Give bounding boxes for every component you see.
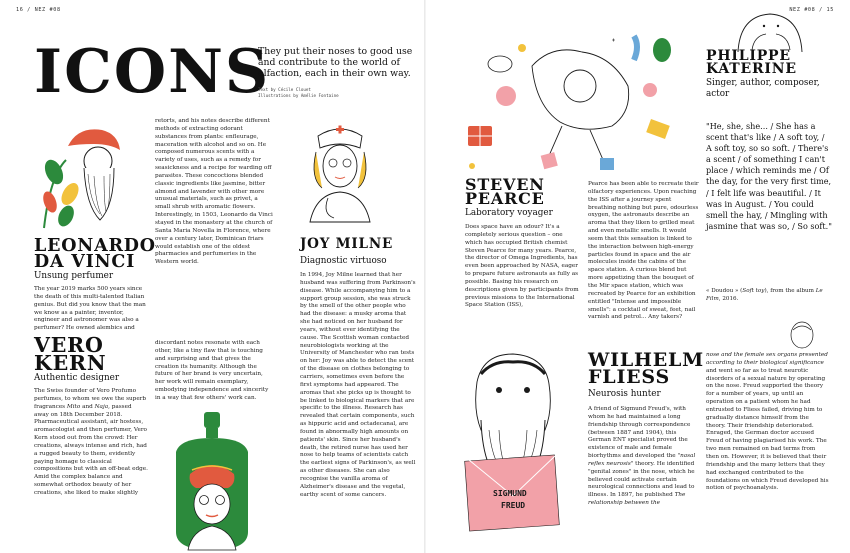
running-head-left: 16 / NEZ #08 <box>16 7 61 13</box>
leonardo-subtitle: Unsung perfumer <box>34 271 114 281</box>
steven-name: STEVEN PEARCE <box>465 175 545 209</box>
nurse-portrait-icon <box>300 118 380 223</box>
joy-name: JOY MILNE <box>300 236 394 252</box>
envelope-label-line1: SIGMUND <box>493 489 527 498</box>
philippe-portrait-icon <box>730 10 810 52</box>
vero-body-col1: The Swiss founder of Vero Profumo perfumes, to whom we owe the superb fragrances Mito and Naja, passed away on 18th December 2018. Pharmaceutical assistant, air hostess, aromacologist and then perfumer, Vero Kern stood out from the crowd: Her creations, always intense and rich, had a rugged beauty to them, evidently paying homage to classical compositions but with an off-beat edge. Amid the complex balance and somewhat orthodox beauty of her creations, she liked to make slightly <box>34 388 148 496</box>
philippe-quote: "He, she, she... / She has a scent that's like / A soft toy, / A soft toy, so so soft. / There's a scent / of something I can't place / which reminds me / Of the day, for the very first time, / I felt life was beautiful. / It was in August. / You could smell the hay, / Mingling with jasmine that was so, / So soft." <box>706 121 832 231</box>
joy-body: In 1994, Joy Milne learned that her husband was suffering from Parkinson's disease. While accompanying him to a support group session, she was struck by the smell of the other people who had the disease: a musky aroma that she had noticed on her husband for years, without ever identifying the cause. The Scottish woman contacted neurobiologists working at the University of Manchester who ran tests on her: Joy was able to detect the scent of the disease on clothes belonging to carriers, sometimes even before the first symptoms had appeared. The aromas that she picks up is thought to be linked to biological markers that are specific to the illness. Research has revealed that certain components, such as hippuric acid and octadecanal, are found in abnormally high amounts on patients' skin. Since her husband's death, the retired nurse has used her nose to help teams of scientists catch the earliest signs of Parkinson's, as well as other diseases. She can also recognise the vanilla aroma of Alzheimer's disease and the vegetal, earthy scent of some cancers. <box>300 272 416 498</box>
intro-text: They put their noses to good use and contribute to the world of olfaction, each in their own way. <box>258 46 413 80</box>
philippe-small-portrait-icon <box>785 320 819 350</box>
philippe-subtitle: Singer, author, composer, actor <box>706 78 820 99</box>
steven-subtitle: Laboratory voyager <box>465 208 553 218</box>
running-head-right: NEZ #08 / 15 <box>789 7 834 13</box>
astronaut-space-food-icon <box>462 26 690 176</box>
envelope-label-line2: FREUD <box>501 501 526 510</box>
perfume-bottle-portrait-icon <box>170 412 254 550</box>
philippe-name: PHILIPPE KATERINE <box>706 48 797 77</box>
vero-name: VERO KERN <box>34 333 107 376</box>
steven-body-col1: Does space have an odour? It's a completely serious question – one which has occupied British chemist Steven Pearce for many years. Pearce, the director of Omega Ingredients, has even been approached by NASA, eager to prepare future astronauts as fully as possible. Basing his research on descriptions given by participants from previous missions to the International Space Station (ISS), <box>465 224 579 309</box>
leonardo-name: LEONARDO DA VINCI <box>34 236 156 272</box>
wilhelm-name: WILHELM FLIESS <box>588 349 705 389</box>
illustration-credit: Illustrations by Amélie Fontaine <box>258 92 339 98</box>
leonardo-body-col1: The year 2019 marks 500 years since the death of this multi-talented Italian genius. But did you know that the man we know as a painter, inventor, engineer and astronomer was also a perfumer? He owned alembics and <box>34 286 146 332</box>
text-credit: Text by Cécile Clouet <box>258 87 311 92</box>
wilhelm-subtitle: Neurosis hunter <box>588 389 661 399</box>
credits <box>258 87 418 99</box>
steven-body-col2: Pearce has been able to recreate their olfactory experiences. Upon reaching the ISS after a journey spent breathing nothing but pure, odourless oxygen, the astronauts describe an aroma that they liken to grilled meat and even metallic smells. It would seem that this sensation is linked to the interaction between high-energy particles found in space and the air molecules inside the cabins of the space station. A curious blend but more appetizing than the bouquet of the Mir space station, which was recreated by Pearce for an exhibition entitled "Intense and impossible smells": a cocktail of sweat, feet, nail varnish and petrol... Any takers? <box>588 181 699 321</box>
leonardo-portrait-icon <box>40 116 130 234</box>
philippe-source: « Doudou » (Soft toy), from the album Le Film, 2016. <box>706 288 823 302</box>
page-gutter <box>424 0 426 553</box>
joy-subtitle: Diagnostic virtuoso <box>300 256 387 266</box>
vero-subtitle: Authentic designer <box>34 373 120 383</box>
bearded-man-envelope-icon <box>463 350 561 546</box>
wilhelm-body-col1: A friend of Sigmund Freud's, with whom he had maintained a long friendship through correspondence (between 1887 and 1904), this German ENT specialist proved the existence of male and female biorhythms and developed the "nasal reflex neurosis" theory. He identified "genital zones" in the nose, which he believed could activate certain neurological connections and lead to illness. In 1897, he published The relationship between the <box>588 406 696 507</box>
vero-body-col2: discordant notes resonate with each other, like a tiny flaw that is touching and surprising and that gives the creation its humanity. Although the future of her brand is very uncertain, her work will remain exemplary, embodying independence and sincerity in a way that few others' work can. <box>155 340 269 401</box>
leonardo-body-col2: retorts, and his notes describe different methods of extracting odorant substances from plants: enfleurage, maceration with alcohol and so on. He composed numerous scents with a variety of uses, such as a remedy for seasickness and a recipe for warding off parasites. These concoctions blended classic ingredients like jasmine, bitter almond and lavender with other more unusual materials, such as privet, a small shrub with aromatic flowers. Interestingly, in 1503, Leonardo da Vinci stayed in the monastery at the church of Santa Maria Novella in Florence, where over a century later, Dominican friars would establish one of the oldest pharmacies and perfumeries in the Western world. <box>155 118 273 266</box>
wilhelm-body-col2: nose and the female sex organs presented according to their biological significance and went so far as to treat neurotic disorders of a sexual nature by operating on the nose. Freud supported the theory for a number of years, up until an operation on a patient whom he had entrusted to Fliess failed, driving him to gradually distance himself from the theory. Their friendship deteriorated. Enraged, the German doctor accused Freud of having plagiarised his work. The two men remained on bad terms from then on. However, it is believed that their friendship and the many letters that they had exchanged contributed to the foundations on which Freud developed his notion of psychoanalysis. <box>706 352 829 492</box>
page-title: ICONS <box>34 37 271 107</box>
